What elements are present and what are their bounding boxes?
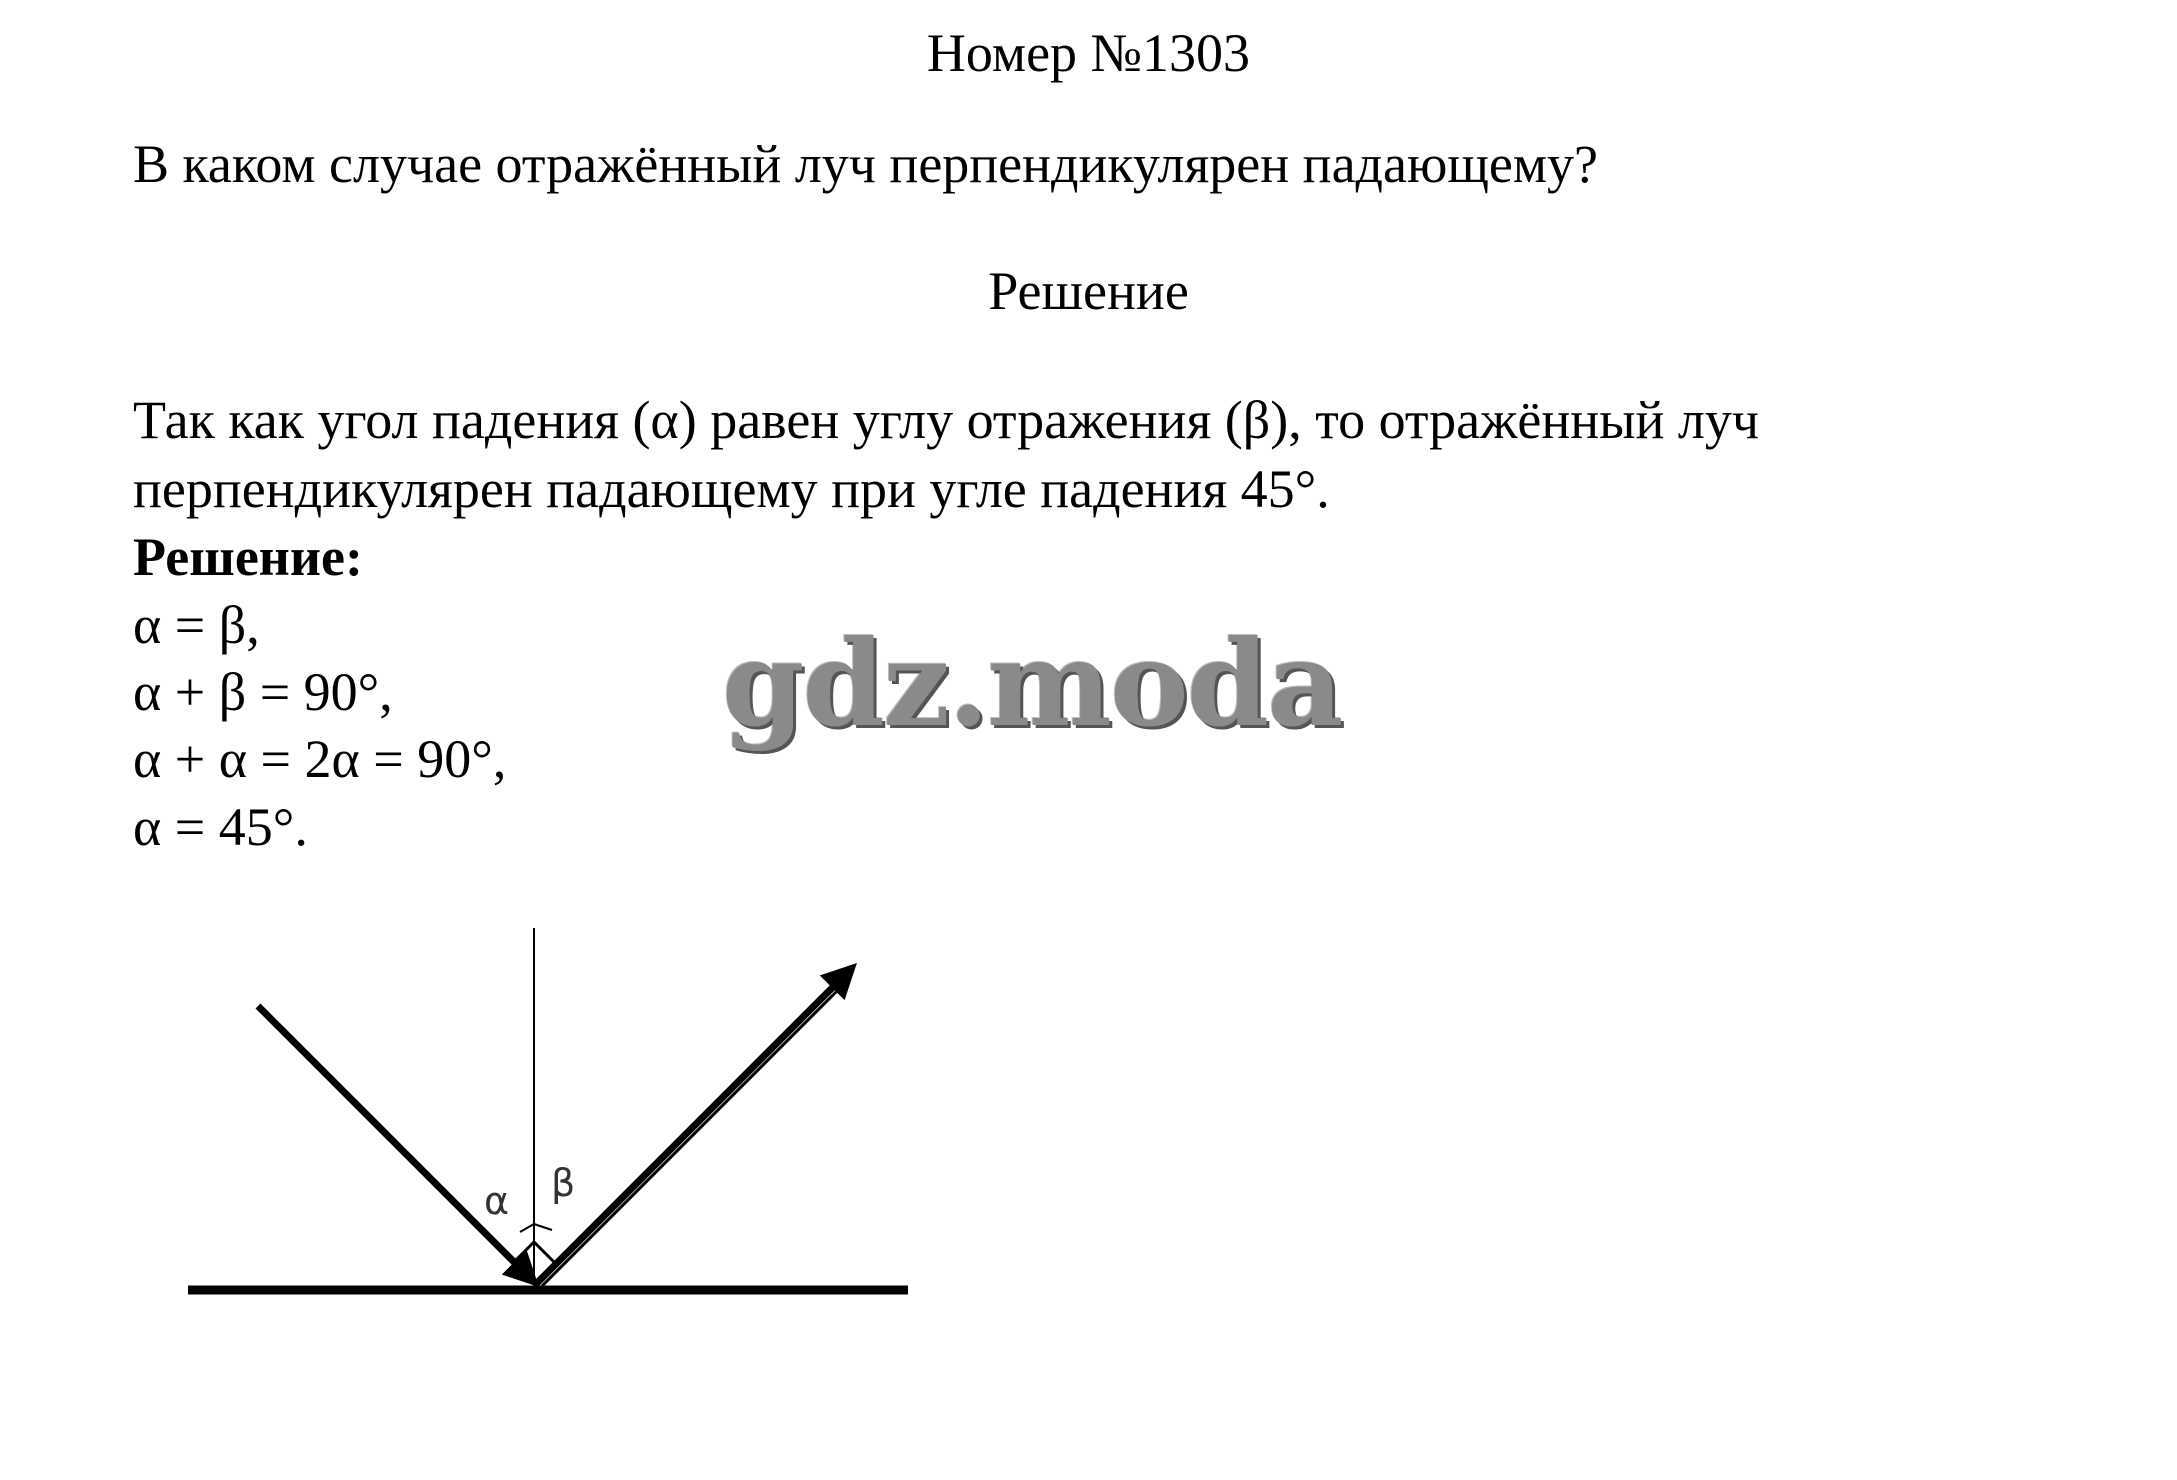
reflected-ray	[534, 968, 852, 1286]
explanation-line-2: перпендикулярен падающему при угле падения 45°.	[133, 459, 1330, 519]
incident-ray	[258, 1006, 534, 1282]
explanation-line-1: Так как угол падения (α) равен углу отражения (β), то отражённый луч	[133, 390, 1759, 450]
alpha-arc-tick	[520, 1224, 534, 1232]
alpha-label: α	[484, 1179, 510, 1223]
equation-line-1: α = β,	[133, 595, 260, 655]
watermark: gdz.moda	[722, 614, 1342, 753]
page-title: Номер №1303	[926, 23, 1251, 83]
question-text: В каком случае отражённый луч перпендикулярен падающему?	[133, 134, 1599, 194]
solution-label: Решение:	[133, 527, 363, 587]
solution-heading: Решение	[988, 261, 1189, 321]
equation-line-2: α + β = 90°,	[133, 662, 393, 722]
reflected-ray-shadow	[542, 988, 840, 1286]
beta-arc-tick	[534, 1224, 552, 1230]
equation-line-3: α + α = 2α = 90°,	[133, 729, 507, 789]
equation-line-4: α = 45°.	[133, 797, 308, 857]
beta-label: β	[551, 1161, 576, 1205]
